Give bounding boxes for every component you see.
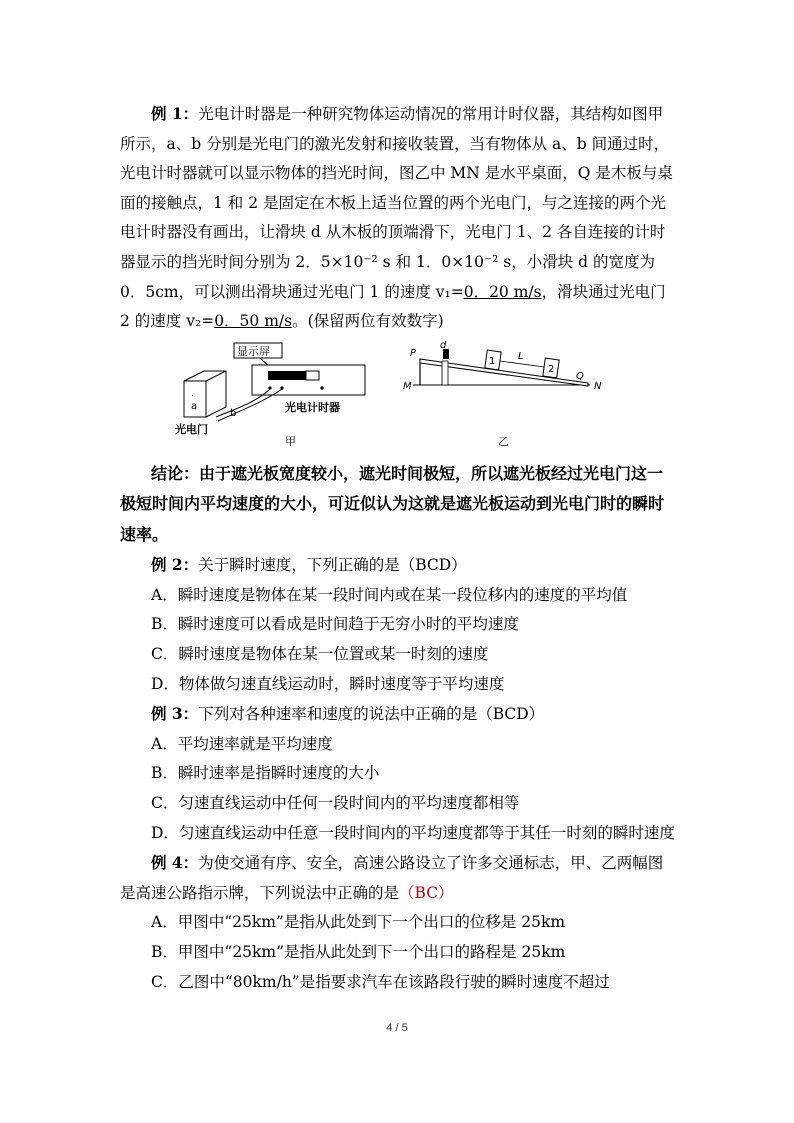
- example-1-text-c: 。(保留两位有效数字): [292, 312, 444, 331]
- example-3-option-a: A．平均速率就是平均速度: [151, 734, 333, 753]
- gate-b-label: b: [230, 407, 237, 419]
- example-3-stem: [120, 699, 678, 730]
- gate-dot-label: ·: [191, 390, 195, 402]
- gate-2-label: 2: [548, 363, 555, 375]
- example-4-stem: [120, 848, 678, 908]
- example-4-label: 例 4：: [151, 853, 199, 873]
- example-2-stem-text: 关于瞬时速度，下列正确的是（BCD）: [198, 556, 467, 575]
- example-4-stem-text: 为使交通有序、安全，高速公路设立了许多交通标志，甲、乙两幅图是高速公路指示牌，下列说法中正确的是: [120, 854, 664, 902]
- screen-label: 显示屏: [237, 344, 270, 358]
- gate-1-label: 1: [489, 355, 496, 367]
- conclusion: [120, 459, 678, 551]
- page-number: 4 / 5: [386, 1022, 408, 1034]
- example-2-option-b: B．瞬时速度可以看成是时间趋于无穷小时的平均速度: [151, 615, 519, 634]
- example-3-option-b: B．瞬时速率是指瞬时速度的大小: [151, 764, 380, 783]
- label-Q: Q: [576, 370, 584, 382]
- example-1-text-a: 光电计时器是一种研究物体运动情况的常用计时仪器，其结构如图甲所示，a、b 分别是光电门的激光发射和接收装置，当有物体从 a、b 间通过时，光电计时器就可以显示物体的挡光时间，图乙中 MN 是水平桌面，Q 是木板与桌面的接触点，1 和 2 是固定在木板上适当位置的两个光电门，与之连接的两个光电计时器没有画出，让滑块 d 从木板的顶端滑下，光电门 1、2 各自连接的计时器显示的挡光时间分别为 2．5×10⁻² s 和 1．0×10⁻² s，小滑块 d 的宽度为 0．5cm，可以测出滑块通过光电门 1 的速度 v₁=: [120, 105, 673, 301]
- example-4-answer: （BC）: [399, 883, 454, 902]
- slider-d-post: [442, 361, 448, 385]
- figure-jia: [175, 343, 365, 448]
- timer-display-end: [306, 371, 319, 380]
- conclusion-text: 由于遮光板宽度较小，遮光时间极短，所以遮光板经过光电门这一极短时间内平均速度的大小，可近似认为这就是遮光板运动到光电门时的瞬时速率。: [120, 463, 665, 544]
- example-4-option-a: A．甲图中“25km”是指从此处到下一个出口的位移是 25km: [151, 913, 566, 932]
- label-yi: 乙: [498, 434, 509, 448]
- example-2-stem: [120, 550, 678, 581]
- label-M: M: [403, 380, 412, 392]
- example-3-stem-text: 下列对各种速率和速度的说法中正确的是（BCD）: [198, 705, 545, 724]
- label-jia: 甲: [285, 434, 296, 448]
- label-N: N: [594, 380, 602, 392]
- example-2-option-d: D．物体做匀速直线运动时，瞬时速度等于平均速度: [151, 674, 505, 693]
- figure-yi: [403, 341, 602, 448]
- example-3-option-c: C．匀速直线运动中任何一段时间内的平均速度都相等: [151, 794, 520, 812]
- timer-display: [268, 371, 306, 380]
- example-2-option-a: A．瞬时速度是物体在某一段时间内或在某一段位移内的速度的平均值: [151, 585, 628, 604]
- label-d: d: [440, 340, 447, 351]
- example-4-option-b: B．甲图中“25km”是指从此处到下一个出口的路程是 25km: [151, 942, 566, 961]
- example-1-label: 例 1：: [151, 104, 199, 123]
- example-1-text-b: ，滑块通过光电门 2 的速度 v₂=: [120, 282, 666, 331]
- example-3-option-d: D．匀速直线运动中任意一段时间内的平均速度都等于其任一时刻的瞬时速度: [151, 823, 675, 842]
- content: [120, 99, 678, 997]
- v2-answer: 0．50 m/s: [214, 312, 293, 331]
- example-2-label: 例 2：: [151, 555, 199, 575]
- figure-drawing: [120, 341, 678, 449]
- example-1: [120, 99, 678, 337]
- gate-label: 光电门: [175, 422, 208, 436]
- label-P: P: [410, 347, 417, 359]
- timer-label: 光电计时器: [285, 400, 340, 414]
- experiment-figure: [120, 341, 678, 449]
- label-L: L: [518, 350, 524, 362]
- conclusion-label: 结论：: [151, 463, 200, 483]
- v1-answer: 0．20 m/s: [463, 282, 542, 301]
- example-3-label: 例 3：: [151, 704, 199, 724]
- example-2-option-c: C．瞬时速度是物体在某一位置或某一时刻的速度: [151, 645, 489, 664]
- gate-a-label: a: [191, 400, 198, 412]
- timer-port-3: [320, 386, 323, 389]
- example-4-option-c: C．乙图中“80km/h”是指要求汽车在该路段行驶的瞬时速度不超过: [151, 972, 610, 991]
